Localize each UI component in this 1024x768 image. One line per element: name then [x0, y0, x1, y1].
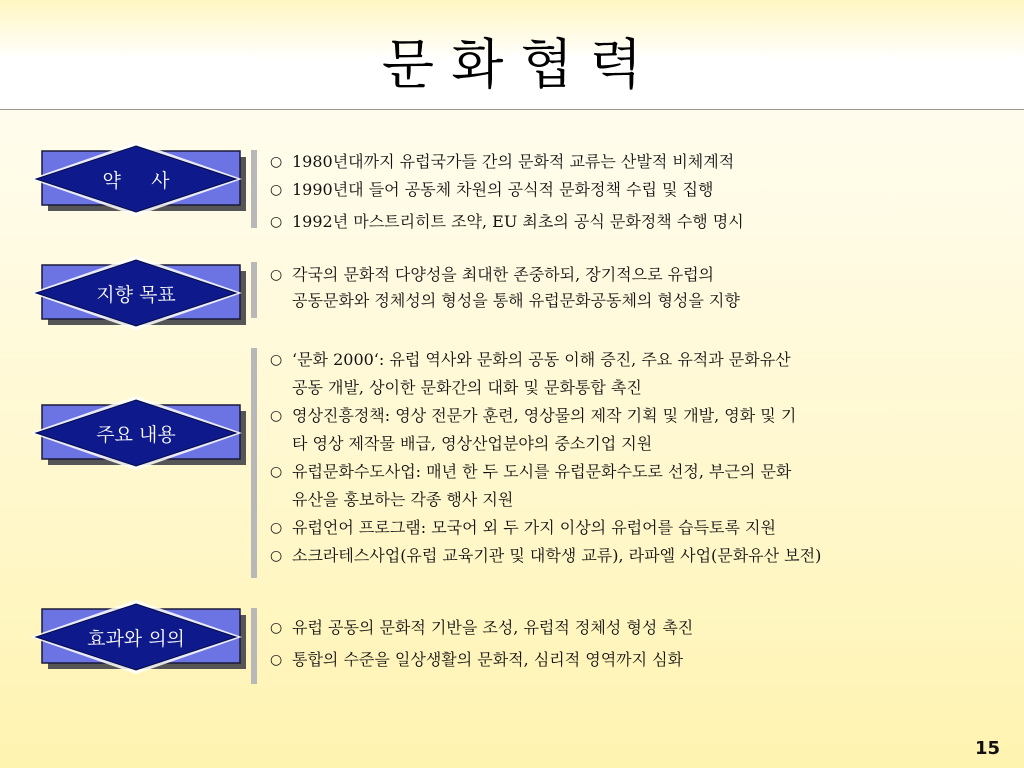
- circle-bullet-icon: ○: [270, 154, 283, 170]
- slide-title: 문 화 협 력: [381, 33, 643, 96]
- section-content-main: ○ ‘문화 2000‘: 유럽 역사와 문화의 공동 이해 증진, 주요 유적과 문화유산 공동 개발, 상이한 문화간의 대화 및 문화통합 촉진 ○ 영상진흥정책: 영상 전문가 훈련, 영상물의 제작 기획 및 개발, 영화 및 기 타 영상 제작물 배급, 영상산업분야의 중소기업 지원 ○ 유럽문화수도사업: 매년 한 두 도시를 유럽문화수도로 선정, 부근의 문화 유산을 홍보하는 각종 행사 지원 ○ 유럽언어 프로그램: 모국어 외 두 가지 이상의 유럽어를 습득토록 지원 ○ 소크라테스사업(유럽 교육기관 및 대학생 교류), 라파엘 사업(문화유산 보전): [270, 346, 821, 570]
- list-item: ○ 소크라테스사업(유럽 교육기관 및 대학생 교류), 라파엘 사업(문화유산 보전): [270, 542, 821, 570]
- circle-bullet-icon: ○: [270, 214, 283, 230]
- section-divider: [251, 262, 257, 318]
- circle-bullet-icon: ○: [270, 182, 283, 198]
- list-item: ○ 통합의 수준을 일상생활의 문화적, 심리적 영역까지 심화: [270, 644, 693, 676]
- circle-bullet-icon: ○: [270, 620, 283, 636]
- section-label: 효과와 의의: [87, 627, 185, 650]
- circle-bullet-icon: ○: [270, 520, 283, 536]
- section-label: 주요 내용: [96, 423, 176, 446]
- section-divider: [251, 150, 257, 228]
- section-divider: [251, 348, 257, 578]
- circle-bullet-icon: ○: [270, 352, 283, 368]
- list-item: ○ 유럽문화수도사업: 매년 한 두 도시를 유럽문화수도로 선정, 부근의 문화: [270, 458, 821, 486]
- list-item: ○ 1980년대까지 유럽국가들 간의 문화적 교류는 산발적 비체계적: [270, 148, 744, 176]
- section-content-effect: [270, 612, 693, 676]
- section-badge-effect: [24, 592, 248, 682]
- circle-bullet-icon: ○: [270, 464, 283, 480]
- list-item: ○ ‘문화 2000‘: 유럽 역사와 문화의 공동 이해 증진, 주요 유적과 문화유산: [270, 346, 821, 374]
- list-item: ○ 1992년 마스트리히트 조약, EU 최초의 공식 문화정책 수행 명시: [270, 208, 744, 236]
- section-badge-history: [24, 134, 248, 224]
- section-content-history: [270, 148, 744, 236]
- circle-bullet-icon: ○: [270, 652, 283, 668]
- section-badge-goal: [24, 248, 248, 338]
- section-divider: [251, 608, 257, 684]
- list-item: ○ 각국의 문화적 다양성을 최대한 존중하되, 장기적으로 유럽의: [270, 262, 740, 288]
- page-number: 15: [974, 738, 1000, 759]
- section-label: 약 사: [102, 169, 170, 192]
- list-item: ○ 유럽 공동의 문화적 기반을 조성, 유럽적 정체성 형성 촉진: [270, 612, 693, 644]
- section-label: 지향 목표: [96, 283, 176, 306]
- section-badge-contents: [24, 388, 248, 478]
- list-item: ○ 유럽언어 프로그램: 모국어 외 두 가지 이상의 유럽어를 습득토록 지원: [270, 514, 821, 542]
- circle-bullet-icon: ○: [270, 408, 283, 424]
- circle-bullet-icon: ○: [270, 267, 283, 283]
- list-item: ○ 영상진흥정책: 영상 전문가 훈련, 영상물의 제작 기획 및 개발, 영화 및 기: [270, 402, 821, 430]
- section-content-goal: ○ 각국의 문화적 다양성을 최대한 존중하되, 장기적으로 유럽의 공동문화와 정체성의 형성을 통해 유럽문화공동체의 형성을 지향: [270, 262, 740, 314]
- list-item: ○ 1990년대 들어 공동체 차원의 공식적 문화정책 수립 및 집행: [270, 176, 744, 204]
- circle-bullet-icon: ○: [270, 548, 283, 564]
